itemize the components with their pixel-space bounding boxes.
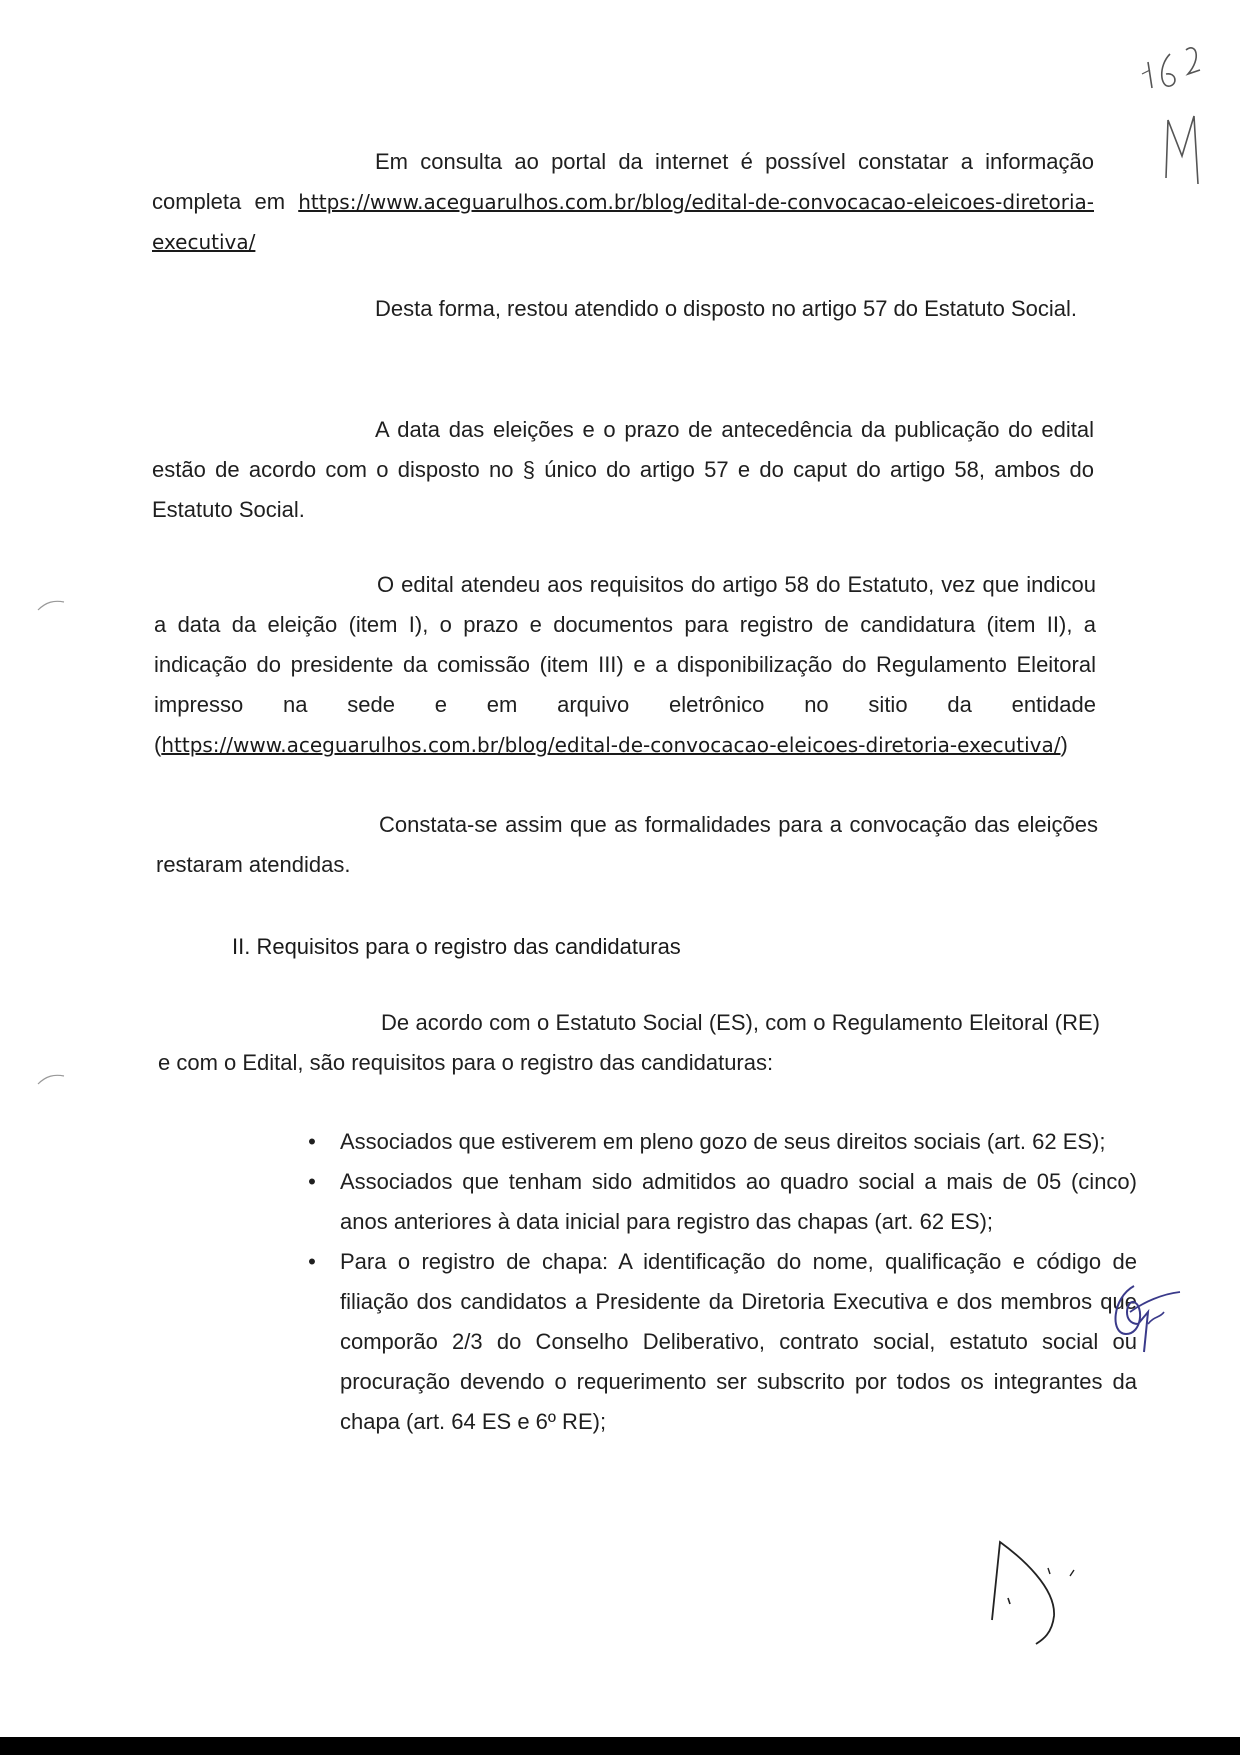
list-item bbox=[308, 1122, 1137, 1162]
requirements-list bbox=[300, 1122, 1137, 1442]
margin-mark-left-lower bbox=[36, 1072, 66, 1088]
signature-bottom bbox=[988, 1540, 1078, 1650]
paragraph-formalidades: Constata-se assim que as formalidades para a convocação das eleições restaram atendidas. bbox=[156, 812, 1098, 877]
bullet: • bbox=[308, 1129, 316, 1154]
list-item-text: Associados que tenham sido admitidos ao quadro social a mais de 05 (cinco) anos anteriores à data inicial para registro das chapas (art. 62 ES); bbox=[340, 1169, 1137, 1234]
handwritten-page-number bbox=[1140, 40, 1220, 100]
paragraph-portal-consulta bbox=[152, 142, 1094, 262]
page-number-text: 162 bbox=[1140, 40, 1142, 41]
bullet: • bbox=[308, 1169, 316, 1194]
paragraph-text: Em consulta ao portal da internet é possível constatar a informação completa em bbox=[152, 149, 1094, 214]
signature-right bbox=[1104, 1272, 1184, 1362]
paragraph-text: O edital atendeu aos requisitos do artigo 58 do Estatuto, vez que indicou a data da eleição (item I), o prazo e documentos para registro de candidatura (item II), a indicação do presidente da comissão (item III) e a disponibilização do Regulamento Eleitoral impresso na sede e em arquivo eletrônico no sitio da entidade bbox=[154, 572, 1096, 717]
edital-link[interactable]: https://www.aceguarulhos.com.br/blog/edital-de-convocacao-eleicoes-diretoria-executiva/ bbox=[152, 190, 1094, 254]
paragraph-requisitos-intro: De acordo com o Estatuto Social (ES), com o Regulamento Eleitoral (RE) e com o Edital, são requisitos para o registro das candidaturas: bbox=[158, 1010, 1100, 1075]
list-item-text: Para o registro de chapa: A identificação do nome, qualificação e código de filiação dos candidatos a Presidente da Diretoria Executiva e dos membros que comporão 2/3 do Conselho Deliberativo, contrato social, estatuto social ou procuração devendo o requerimento ser subscrito por todos os integrantes da chapa (art. 64 ES e 6º RE); bbox=[340, 1249, 1137, 1434]
open-paren: ( bbox=[154, 732, 162, 757]
paragraph-data-eleicoes: A data das eleições e o prazo de antecedência da publicação do edital estão de acordo com o disposto no § único do artigo 57 e do caput do artigo 58, ambos do Estatuto Social. bbox=[152, 417, 1094, 522]
section-heading: II. Requisitos para o registro das candidaturas bbox=[232, 934, 681, 959]
regulamento-link[interactable]: https://www.aceguarulhos.com.br/blog/edital-de-convocacao-eleicoes-diretoria-executiva/ bbox=[161, 733, 1061, 757]
list-item bbox=[308, 1162, 1137, 1242]
scan-bottom-border bbox=[0, 1737, 1240, 1755]
list-item-text: Associados que estiverem em pleno gozo de seus direitos sociais (art. 62 ES); bbox=[340, 1129, 1106, 1154]
paragraph-artigo-57: Desta forma, restou atendido o disposto no artigo 57 do Estatuto Social. bbox=[375, 296, 1077, 321]
handwritten-initials-top bbox=[1160, 108, 1210, 188]
margin-mark-left-upper bbox=[36, 598, 66, 614]
paragraph-edital-requisitos bbox=[154, 565, 1096, 765]
close-paren: ) bbox=[1060, 732, 1068, 757]
bullet: • bbox=[308, 1249, 316, 1274]
list-item bbox=[308, 1242, 1137, 1442]
